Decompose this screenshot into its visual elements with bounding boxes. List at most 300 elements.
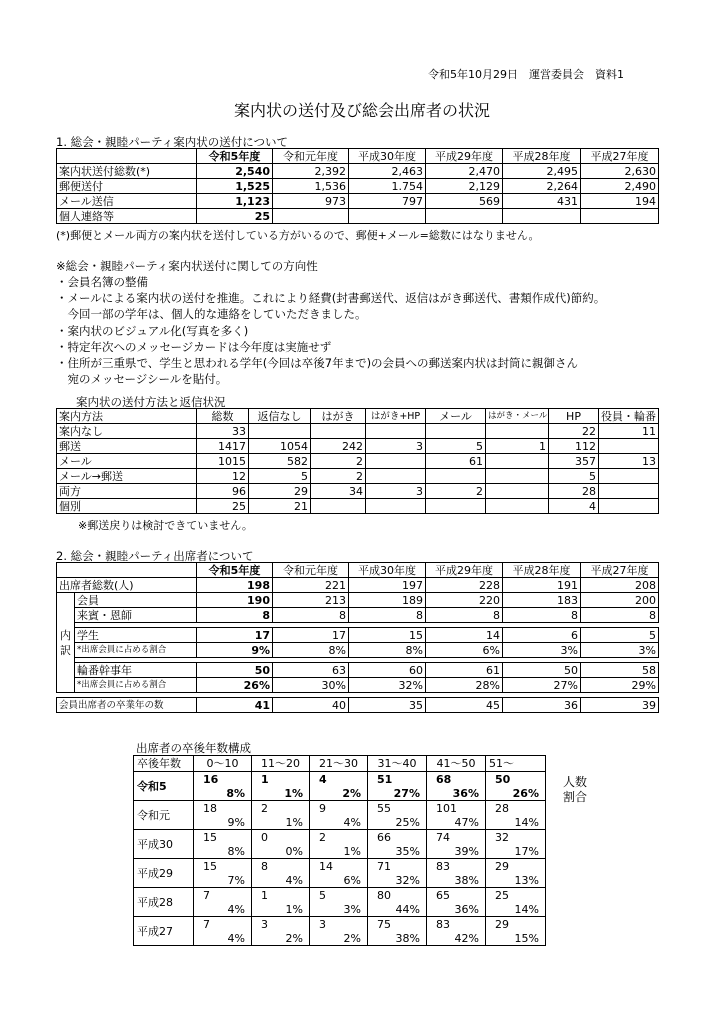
cell: 2 bbox=[311, 469, 366, 484]
count-value: 101 bbox=[436, 802, 457, 815]
cell: 2,470 bbox=[426, 164, 503, 179]
cell: 13 bbox=[599, 454, 659, 469]
pct-value: 9% bbox=[227, 816, 245, 829]
footnote: (*)郵便とメール両方の案内状を送付している方がいるので、郵便+メール=総数にはなりません。 bbox=[56, 229, 540, 242]
cell: 60 bbox=[349, 663, 426, 678]
cell: 28 bbox=[549, 484, 599, 499]
pct-value: 36% bbox=[452, 787, 479, 800]
cell: 15 bbox=[349, 628, 426, 643]
cell: 189 bbox=[349, 593, 426, 608]
count-value: 32 bbox=[495, 831, 509, 844]
pct-value: 1% bbox=[343, 845, 361, 858]
row-label: 郵送 bbox=[57, 439, 197, 454]
col-header: はがき bbox=[311, 409, 366, 424]
cell bbox=[486, 484, 549, 499]
attendance-table bbox=[56, 562, 659, 713]
pct-value: 4% bbox=[285, 874, 303, 887]
col-header: 51～ bbox=[486, 756, 546, 772]
count-value: 14 bbox=[319, 860, 333, 873]
table-row bbox=[134, 859, 546, 888]
cell: 50 bbox=[197, 663, 273, 678]
count-value: 80 bbox=[377, 889, 391, 902]
table-row bbox=[57, 499, 659, 514]
cell bbox=[252, 801, 310, 830]
col-header: 返信なし bbox=[249, 409, 311, 424]
cell bbox=[366, 424, 426, 439]
pct-value: 2% bbox=[285, 932, 303, 945]
cell: 3% bbox=[581, 643, 659, 658]
pct-value: 4% bbox=[343, 816, 361, 829]
cell: 2,630 bbox=[581, 164, 659, 179]
cell bbox=[194, 859, 252, 888]
cell: 36 bbox=[503, 698, 581, 713]
count-value: 71 bbox=[377, 860, 391, 873]
count-value: 83 bbox=[436, 860, 450, 873]
cell bbox=[427, 830, 486, 859]
table-row bbox=[134, 801, 546, 830]
cell bbox=[486, 830, 546, 859]
cell: 25 bbox=[197, 499, 249, 514]
document-header: 令和5年10月29日 運営委員会 資料1 bbox=[428, 68, 624, 81]
table-row bbox=[57, 608, 659, 623]
cell bbox=[486, 469, 549, 484]
cell bbox=[486, 424, 549, 439]
table-header-row bbox=[57, 409, 659, 424]
cell bbox=[311, 424, 366, 439]
year-header: 令和5年度 bbox=[197, 149, 273, 164]
row-label: 個人連絡等 bbox=[57, 209, 197, 224]
table-header-row bbox=[57, 563, 659, 578]
pct-value: 2% bbox=[343, 932, 361, 945]
cell bbox=[368, 772, 427, 801]
cell: 8 bbox=[426, 608, 503, 623]
count-value: 1 bbox=[261, 773, 269, 786]
cell bbox=[427, 801, 486, 830]
cell: 2 bbox=[311, 454, 366, 469]
cell: 5 bbox=[426, 439, 486, 454]
count-value: 5 bbox=[319, 889, 326, 902]
cell bbox=[310, 830, 368, 859]
pct-value: 8% bbox=[226, 787, 245, 800]
pct-value: 8% bbox=[227, 845, 245, 858]
cell: 431 bbox=[503, 194, 581, 209]
cell: 8 bbox=[581, 608, 659, 623]
cell: 1,536 bbox=[273, 179, 349, 194]
cell: 30% bbox=[273, 678, 349, 693]
cell: 8 bbox=[503, 608, 581, 623]
cell: 228 bbox=[426, 578, 503, 593]
cell bbox=[368, 859, 427, 888]
cell bbox=[486, 801, 546, 830]
cell bbox=[249, 424, 311, 439]
grad-heading: 出席者の卒後年数構成 bbox=[136, 741, 251, 755]
cell bbox=[252, 859, 310, 888]
row-label: 両方 bbox=[57, 484, 197, 499]
cell bbox=[599, 499, 659, 514]
year-header: 平成28年度 bbox=[503, 563, 581, 578]
year-header: 令和元年度 bbox=[273, 149, 349, 164]
naiyaku-char: 内 bbox=[57, 628, 75, 643]
cell bbox=[368, 917, 427, 946]
cell bbox=[194, 830, 252, 859]
cell: 5 bbox=[581, 628, 659, 643]
list-item: ・特定年次へのメッセージカードは今年度は実施せず bbox=[56, 339, 332, 354]
table-header-row bbox=[57, 149, 659, 164]
col-header: はがき+HP bbox=[366, 409, 426, 424]
cell: 32% bbox=[349, 678, 426, 693]
policy-list bbox=[56, 274, 605, 387]
cell: 17 bbox=[197, 628, 273, 643]
naiyaku-char: 訳 bbox=[57, 643, 75, 658]
cell: 50 bbox=[503, 663, 581, 678]
cell: 357 bbox=[549, 454, 599, 469]
grad-table bbox=[133, 755, 546, 946]
cell bbox=[366, 469, 426, 484]
count-value: 66 bbox=[377, 831, 391, 844]
cell: 25 bbox=[197, 209, 273, 224]
row-label: 学生 bbox=[75, 628, 197, 643]
col-header: はがき・メール bbox=[486, 409, 549, 424]
cell: 3 bbox=[366, 484, 426, 499]
table-row bbox=[134, 772, 546, 801]
pct-value: 15% bbox=[514, 932, 539, 945]
pct-value: 0% bbox=[285, 845, 303, 858]
pct-value: 7% bbox=[227, 874, 245, 887]
cell bbox=[194, 772, 252, 801]
cell bbox=[310, 801, 368, 830]
policy-heading: ※総会・親睦パーティ案内状送付に関しての方向性 bbox=[56, 259, 318, 273]
method-note: ※郵送戻りは検討できていません。 bbox=[78, 519, 253, 532]
year-header: 平成29年度 bbox=[426, 563, 503, 578]
cell: 183 bbox=[503, 593, 581, 608]
cell bbox=[581, 209, 659, 224]
count-value: 4 bbox=[319, 773, 327, 786]
table-row bbox=[57, 454, 659, 469]
row-label: 平成28 bbox=[134, 888, 194, 917]
cell: 6 bbox=[503, 628, 581, 643]
cell: 5 bbox=[249, 469, 311, 484]
pct-value: 1% bbox=[284, 787, 303, 800]
pct-value: 44% bbox=[395, 903, 420, 916]
year-header: 平成27年度 bbox=[581, 563, 659, 578]
cell bbox=[252, 772, 310, 801]
col-header: メール bbox=[426, 409, 486, 424]
cell: 29% bbox=[581, 678, 659, 693]
list-item: 宛のメッセージシールを貼付。 bbox=[56, 372, 228, 387]
naiyaku-cell bbox=[57, 678, 75, 693]
list-item: ・案内状のビジュアル化(写真を多く) bbox=[56, 323, 249, 338]
page-title: 案内状の送付及び総会出席者の状況 bbox=[233, 101, 490, 120]
cell: 41 bbox=[197, 698, 273, 713]
col-header: 0～10 bbox=[194, 756, 252, 772]
row-label: 会員 bbox=[75, 593, 197, 608]
cell bbox=[599, 469, 659, 484]
pct-value: 17% bbox=[514, 845, 539, 858]
cell: 8% bbox=[349, 643, 426, 658]
cell: 1,525 bbox=[197, 179, 273, 194]
table-row bbox=[57, 179, 659, 194]
table-row bbox=[57, 469, 659, 484]
table-row bbox=[134, 917, 546, 946]
row-label: 令和元 bbox=[134, 801, 194, 830]
cell: 2,392 bbox=[273, 164, 349, 179]
side-label-ratio: 割合 bbox=[563, 790, 588, 804]
cell: 26% bbox=[197, 678, 273, 693]
cell: 12 bbox=[197, 469, 249, 484]
table-row bbox=[57, 439, 659, 454]
pct-value: 42% bbox=[454, 932, 479, 945]
cell: 973 bbox=[273, 194, 349, 209]
pct-value: 35% bbox=[395, 845, 420, 858]
count-value: 18 bbox=[203, 802, 217, 815]
cell: 1015 bbox=[197, 454, 249, 469]
table-row bbox=[134, 888, 546, 917]
col-header: 11～20 bbox=[252, 756, 310, 772]
table-row bbox=[57, 698, 659, 713]
count-value: 74 bbox=[436, 831, 450, 844]
cell bbox=[426, 499, 486, 514]
cell: 197 bbox=[349, 578, 426, 593]
cell: 2,495 bbox=[503, 164, 581, 179]
col-header: 案内方法 bbox=[57, 409, 197, 424]
cell: 6% bbox=[426, 643, 503, 658]
section2-heading: 2. 総会・親睦パーティ出席者について bbox=[56, 549, 254, 563]
side-label-count: 人数 bbox=[563, 775, 588, 789]
cell: 34 bbox=[311, 484, 366, 499]
cell: 1417 bbox=[197, 439, 249, 454]
pct-value: 6% bbox=[343, 874, 361, 887]
cell bbox=[194, 888, 252, 917]
row-label: *出席会員に占める割合 bbox=[75, 643, 197, 658]
col-header: 卒後年数 bbox=[134, 756, 194, 772]
row-label: 輪番幹事年 bbox=[75, 663, 197, 678]
row-label: 平成27 bbox=[134, 917, 194, 946]
year-header: 平成29年度 bbox=[426, 149, 503, 164]
cell: 3 bbox=[366, 439, 426, 454]
cell bbox=[486, 859, 546, 888]
naiyaku-cell bbox=[57, 663, 75, 678]
method-table bbox=[56, 408, 659, 514]
count-value: 7 bbox=[203, 918, 210, 931]
cell: 8 bbox=[197, 608, 273, 623]
cell: 40 bbox=[273, 698, 349, 713]
table-row bbox=[57, 164, 659, 179]
pct-value: 38% bbox=[395, 932, 420, 945]
cell: 2,129 bbox=[426, 179, 503, 194]
col-header: 31～40 bbox=[368, 756, 427, 772]
table-header-row bbox=[134, 756, 546, 772]
cell: 14 bbox=[426, 628, 503, 643]
cell bbox=[310, 888, 368, 917]
cell: 221 bbox=[273, 578, 349, 593]
table-row bbox=[57, 484, 659, 499]
cell: 11 bbox=[599, 424, 659, 439]
cell bbox=[426, 469, 486, 484]
list-item: ・メールによる案内状の送付を推進。これにより経費(封書郵送代、返信はがき郵送代、書類作成代)節約。 bbox=[56, 291, 606, 306]
cell: 112 bbox=[549, 439, 599, 454]
table-row bbox=[57, 194, 659, 209]
cell: 9% bbox=[197, 643, 273, 658]
cell: 194 bbox=[581, 194, 659, 209]
table-row bbox=[57, 678, 659, 693]
cell bbox=[427, 772, 486, 801]
table-row bbox=[57, 209, 659, 224]
pct-value: 38% bbox=[454, 874, 479, 887]
cell: 200 bbox=[581, 593, 659, 608]
cell bbox=[486, 772, 546, 801]
row-label: 出席者総数(人) bbox=[57, 578, 197, 593]
cell bbox=[311, 499, 366, 514]
header-blank bbox=[57, 563, 197, 578]
row-label: *出席会員に占める割合 bbox=[75, 678, 197, 693]
pct-value: 1% bbox=[285, 903, 303, 916]
cell bbox=[427, 888, 486, 917]
count-value: 0 bbox=[261, 831, 268, 844]
cell: 22 bbox=[549, 424, 599, 439]
row-label: 令和5 bbox=[134, 772, 194, 801]
pct-value: 27% bbox=[393, 787, 420, 800]
cell: 2,540 bbox=[197, 164, 273, 179]
count-value: 68 bbox=[436, 773, 452, 786]
year-header: 令和元年度 bbox=[273, 563, 349, 578]
cell bbox=[252, 830, 310, 859]
row-label: 平成30 bbox=[134, 830, 194, 859]
cell bbox=[486, 499, 549, 514]
year-header: 平成30年度 bbox=[349, 149, 426, 164]
cell bbox=[273, 209, 349, 224]
cell bbox=[252, 917, 310, 946]
row-label: 郵便送付 bbox=[57, 179, 197, 194]
count-value: 2 bbox=[319, 831, 326, 844]
pct-value: 13% bbox=[514, 874, 539, 887]
count-value: 16 bbox=[203, 773, 219, 786]
col-header: 総数 bbox=[197, 409, 249, 424]
count-value: 3 bbox=[261, 918, 268, 931]
cell bbox=[486, 888, 546, 917]
row-label: 個別 bbox=[57, 499, 197, 514]
cell: 1054 bbox=[249, 439, 311, 454]
count-value: 75 bbox=[377, 918, 391, 931]
cell: 45 bbox=[426, 698, 503, 713]
cell: 2 bbox=[426, 484, 486, 499]
cell: 17 bbox=[273, 628, 349, 643]
count-value: 3 bbox=[319, 918, 326, 931]
cell bbox=[368, 801, 427, 830]
cell bbox=[310, 859, 368, 888]
cell bbox=[194, 801, 252, 830]
col-header: 41～50 bbox=[427, 756, 486, 772]
pct-value: 4% bbox=[227, 932, 245, 945]
col-header: HP bbox=[549, 409, 599, 424]
cell bbox=[427, 917, 486, 946]
naiyaku-cell bbox=[57, 608, 75, 623]
count-value: 15 bbox=[203, 831, 217, 844]
cell: 797 bbox=[349, 194, 426, 209]
count-value: 28 bbox=[495, 802, 509, 815]
cell: 191 bbox=[503, 578, 581, 593]
table-row bbox=[134, 830, 546, 859]
cell: 582 bbox=[249, 454, 311, 469]
cell: 29 bbox=[249, 484, 311, 499]
pct-value: 26% bbox=[512, 787, 539, 800]
cell bbox=[426, 424, 486, 439]
cell: 3% bbox=[503, 643, 581, 658]
count-value: 2 bbox=[261, 802, 268, 815]
year-header: 令和5年度 bbox=[197, 563, 273, 578]
pct-value: 14% bbox=[514, 816, 539, 829]
row-label: メール送信 bbox=[57, 194, 197, 209]
cell bbox=[599, 439, 659, 454]
row-label: 会員出席者の卒業年の数 bbox=[57, 698, 197, 713]
cell: 58 bbox=[581, 663, 659, 678]
row-label: 案内なし bbox=[57, 424, 197, 439]
cell bbox=[349, 209, 426, 224]
cell: 1.754 bbox=[349, 179, 426, 194]
pct-value: 25% bbox=[395, 816, 420, 829]
cell: 61 bbox=[426, 663, 503, 678]
year-header: 平成30年度 bbox=[349, 563, 426, 578]
table-row bbox=[57, 424, 659, 439]
pct-value: 4% bbox=[227, 903, 245, 916]
cell: 2,463 bbox=[349, 164, 426, 179]
count-value: 50 bbox=[495, 773, 511, 786]
section1-heading: 1. 総会・親睦パーティ案内状の送付について bbox=[56, 135, 288, 149]
cell: 2,490 bbox=[581, 179, 659, 194]
pct-value: 32% bbox=[395, 874, 420, 887]
cell: 8% bbox=[273, 643, 349, 658]
count-value: 25 bbox=[495, 889, 509, 902]
cell bbox=[366, 499, 426, 514]
cell: 4 bbox=[549, 499, 599, 514]
pct-value: 14% bbox=[514, 903, 539, 916]
count-value: 1 bbox=[261, 889, 268, 902]
cell: 61 bbox=[426, 454, 486, 469]
cell: 220 bbox=[426, 593, 503, 608]
cell: 1 bbox=[486, 439, 549, 454]
pct-value: 39% bbox=[454, 845, 479, 858]
count-value: 51 bbox=[377, 773, 393, 786]
row-label: メール→郵送 bbox=[57, 469, 197, 484]
cell: 8 bbox=[349, 608, 426, 623]
cell bbox=[368, 830, 427, 859]
count-value: 65 bbox=[436, 889, 450, 902]
cell bbox=[194, 917, 252, 946]
pct-value: 2% bbox=[342, 787, 361, 800]
cell: 242 bbox=[311, 439, 366, 454]
col-header: 役員・輪番 bbox=[599, 409, 659, 424]
row-label: 来賓・恩師 bbox=[75, 608, 197, 623]
cell: 198 bbox=[197, 578, 273, 593]
cell: 1,123 bbox=[197, 194, 273, 209]
count-value: 9 bbox=[319, 802, 326, 815]
count-value: 29 bbox=[495, 918, 509, 931]
cell: 35 bbox=[349, 698, 426, 713]
cell: 2,264 bbox=[503, 179, 581, 194]
pct-value: 36% bbox=[454, 903, 479, 916]
count-value: 15 bbox=[203, 860, 217, 873]
cell bbox=[427, 859, 486, 888]
cell bbox=[252, 888, 310, 917]
row-label: 案内状送付総数(*) bbox=[57, 164, 197, 179]
cell bbox=[366, 454, 426, 469]
count-value: 55 bbox=[377, 802, 391, 815]
table-row bbox=[57, 628, 659, 643]
table-row bbox=[57, 578, 659, 593]
table-row bbox=[57, 663, 659, 678]
cell bbox=[486, 454, 549, 469]
cell: 28% bbox=[426, 678, 503, 693]
cell: 190 bbox=[197, 593, 273, 608]
